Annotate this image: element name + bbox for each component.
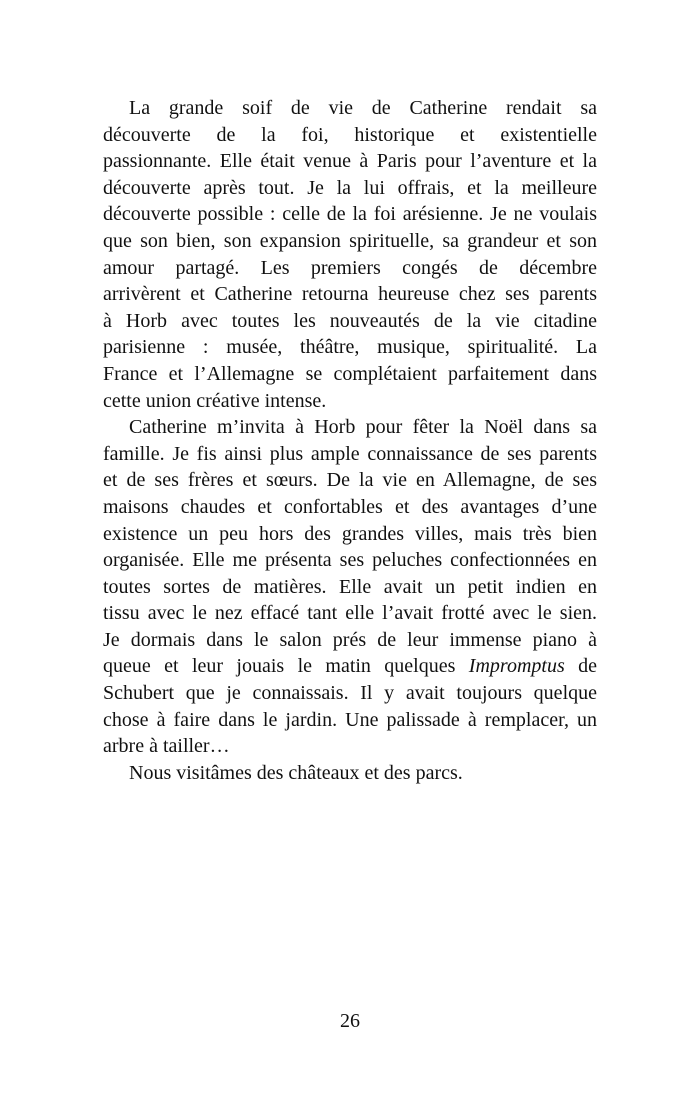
text-line: passionnante. Elle était venue à Paris pour l’aventure et la [103, 150, 597, 173]
text-line: toutes sortes de matières. Elle avait un petit indien en [103, 575, 597, 598]
text-line: Nous visitâmes des châteaux et des parcs. [129, 761, 463, 784]
text-line: que son bien, son expansion spirituelle, sa grandeur et son [103, 229, 597, 252]
text-line: amour partagé. Les premiers congés de décembre [103, 256, 597, 279]
text-line: découverte possible : celle de la foi arésienne. Je ne voulais [103, 203, 597, 226]
text-line: France et l’Allemagne se complétaient parfaitement dans [103, 362, 597, 385]
text-line: Schubert que je connaissais. Il y avait toujours quelque [103, 682, 597, 705]
text-line: arbre à tailler… [103, 735, 230, 758]
text-line: maisons chaudes et confortables et des avantages d’une [103, 495, 597, 518]
text-line: découverte de la foi, historique et existentielle [103, 123, 597, 146]
text-line: La grande soif de vie de Catherine rendait sa [129, 97, 597, 119]
text-line: arrivèrent et Catherine retourna heureuse chez ses parents [103, 283, 597, 306]
text-fragment: queue et leur jouais le matin quelques [103, 655, 456, 678]
text-line-with-italic [103, 653, 597, 680]
text-line: Je dormais dans le salon prés de leur immense piano à [103, 628, 597, 651]
text-line: parisienne : musée, théâtre, musique, spiritualité. La [103, 336, 597, 359]
text-line: cette union créative intense. [103, 389, 327, 412]
page-number: 26 [340, 1010, 360, 1032]
text-line: existence un peu hors des grandes villes, mais très bien [103, 522, 597, 545]
text-line: chose à faire dans le jardin. Une palissade à remplacer, un [103, 708, 597, 731]
text-line: découverte après tout. Je la lui offrais, et la meilleure [103, 176, 597, 199]
text-line: à Horb avec toutes les nouveautés de la vie citadine [103, 309, 597, 332]
body-text [103, 95, 597, 786]
text-line: tissu avec le nez effacé tant elle l’avait frotté avec le sien. [103, 602, 597, 625]
text-line: organisée. Elle me présenta ses peluches confectionnées en [103, 549, 597, 572]
text-line: Catherine m’invita à Horb pour fêter la Noël dans sa [129, 416, 597, 439]
text-line: famille. Je fis ainsi plus ample connaissance de ses parents [103, 442, 597, 465]
text-line: et de ses frères et sœurs. De la vie en Allemagne, de ses [103, 469, 597, 492]
italic-title: Impromptus [468, 655, 565, 678]
text-fragment: de [578, 655, 598, 678]
